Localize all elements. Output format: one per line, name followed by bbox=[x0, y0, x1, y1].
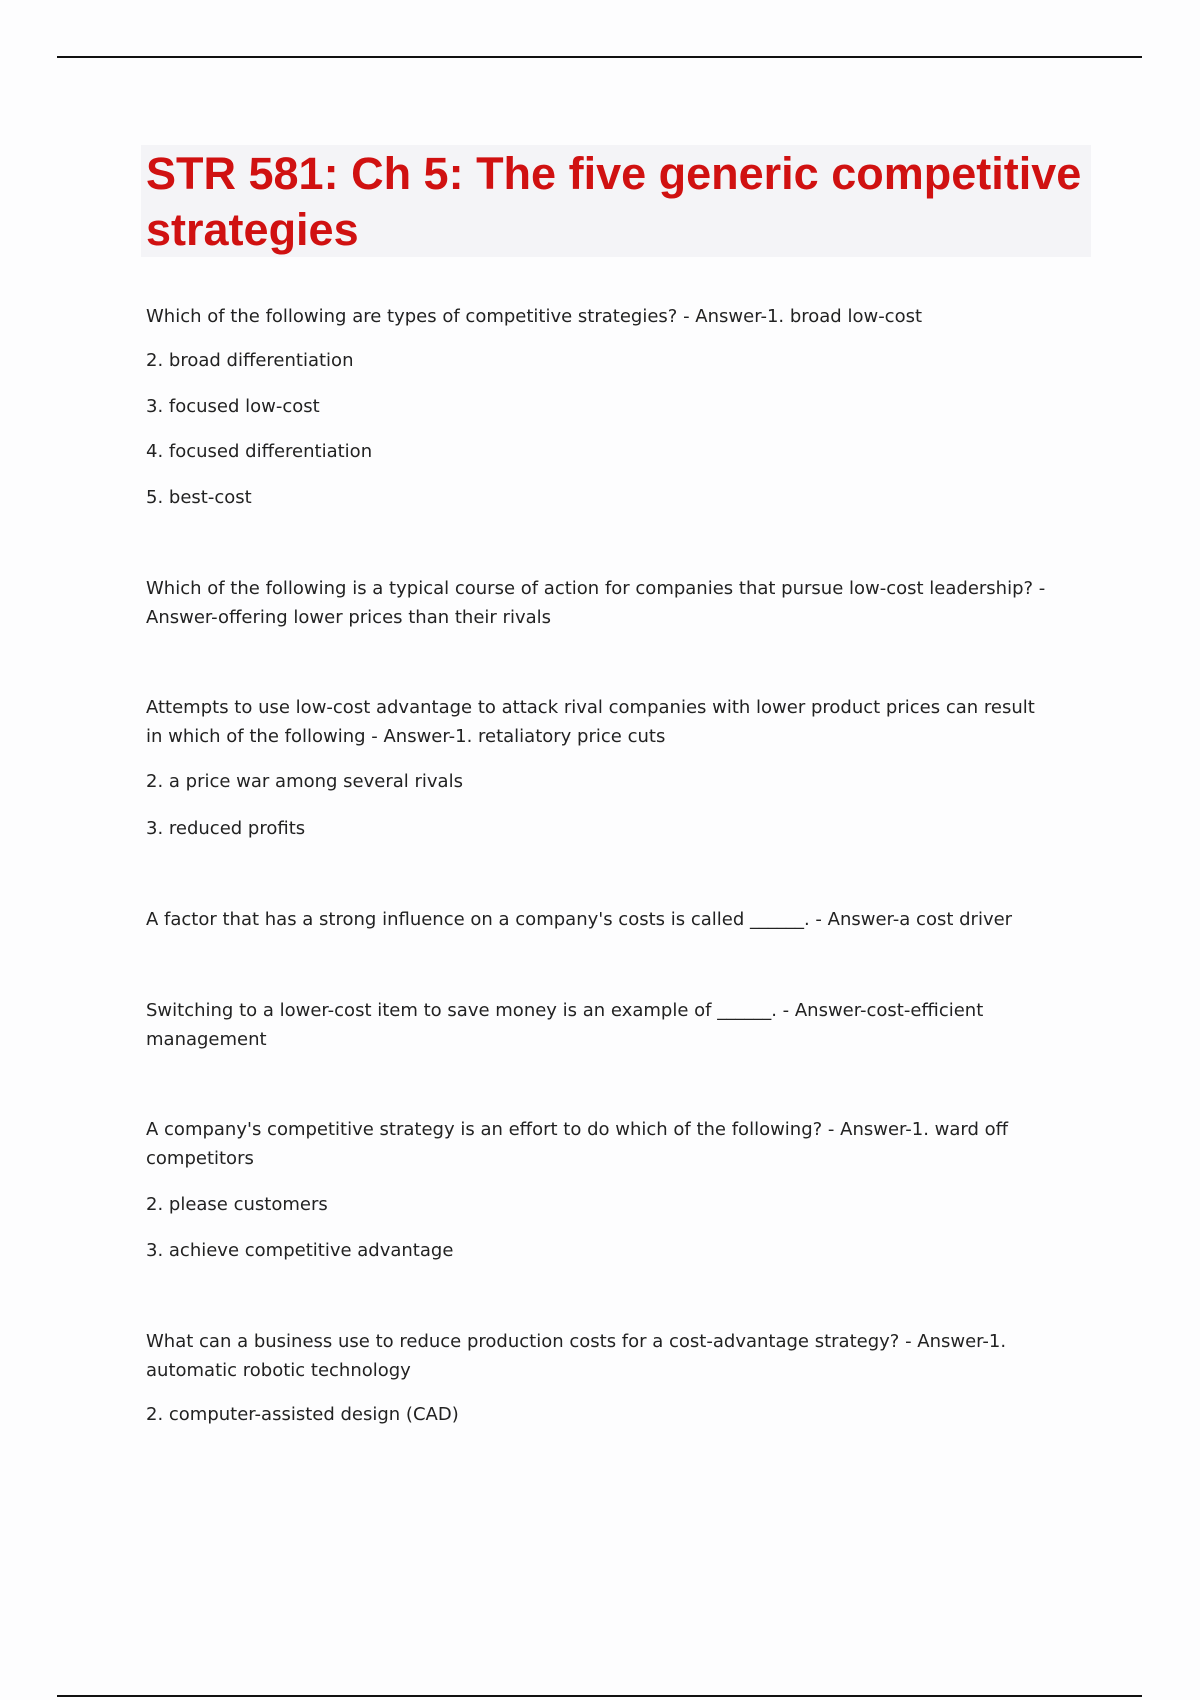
header-rule bbox=[57, 56, 1142, 58]
footer-rule bbox=[57, 1695, 1142, 1697]
list-item: 2. broad differentiation bbox=[146, 350, 354, 371]
question-types-of-strategies: Which of the following are types of competitive strategies? - Answer-1. broad low-cost bbox=[146, 306, 923, 327]
list-item: 3. achieve competitive advantage bbox=[146, 1240, 454, 1261]
question-low-cost-attack: Attempts to use low-cost advantage to attack rival companies with lower product prices can result in which of the following - Answer-1. retaliatory price cuts bbox=[146, 697, 1035, 747]
question-reduce-production-costs: What can a business use to reduce production costs for a cost-advantage strategy? - Answer-1. automatic robotic technology bbox=[146, 1331, 1007, 1381]
list-item: 3. reduced profits bbox=[146, 818, 306, 839]
list-item: 3. focused low-cost bbox=[146, 396, 320, 417]
list-item: 2. please customers bbox=[146, 1194, 328, 1215]
question-cost-efficient-management: Switching to a lower-cost item to save money is an example of ______. - Answer-cost-efficient management bbox=[146, 1000, 984, 1050]
list-item: 2. a price war among several rivals bbox=[146, 771, 463, 792]
question-competitive-strategy-effort: A company's competitive strategy is an effort to do which of the following? - Answer-1. ward off competitors bbox=[146, 1119, 1009, 1169]
list-item: 5. best-cost bbox=[146, 487, 252, 508]
question-cost-driver: A factor that has a strong influence on a company's costs is called ______. - Answer-a cost driver bbox=[146, 909, 1013, 930]
list-item: 2. computer-assisted design (CAD) bbox=[146, 1404, 459, 1425]
document-title: STR 581: Ch 5: The five generic competitive strategies bbox=[146, 148, 1082, 255]
list-item: 4. focused differentiation bbox=[146, 441, 373, 462]
question-low-cost-leadership: Which of the following is a typical course of action for companies that pursue low-cost leadership? - Answer-offering lower prices than their rivals bbox=[146, 578, 1046, 628]
